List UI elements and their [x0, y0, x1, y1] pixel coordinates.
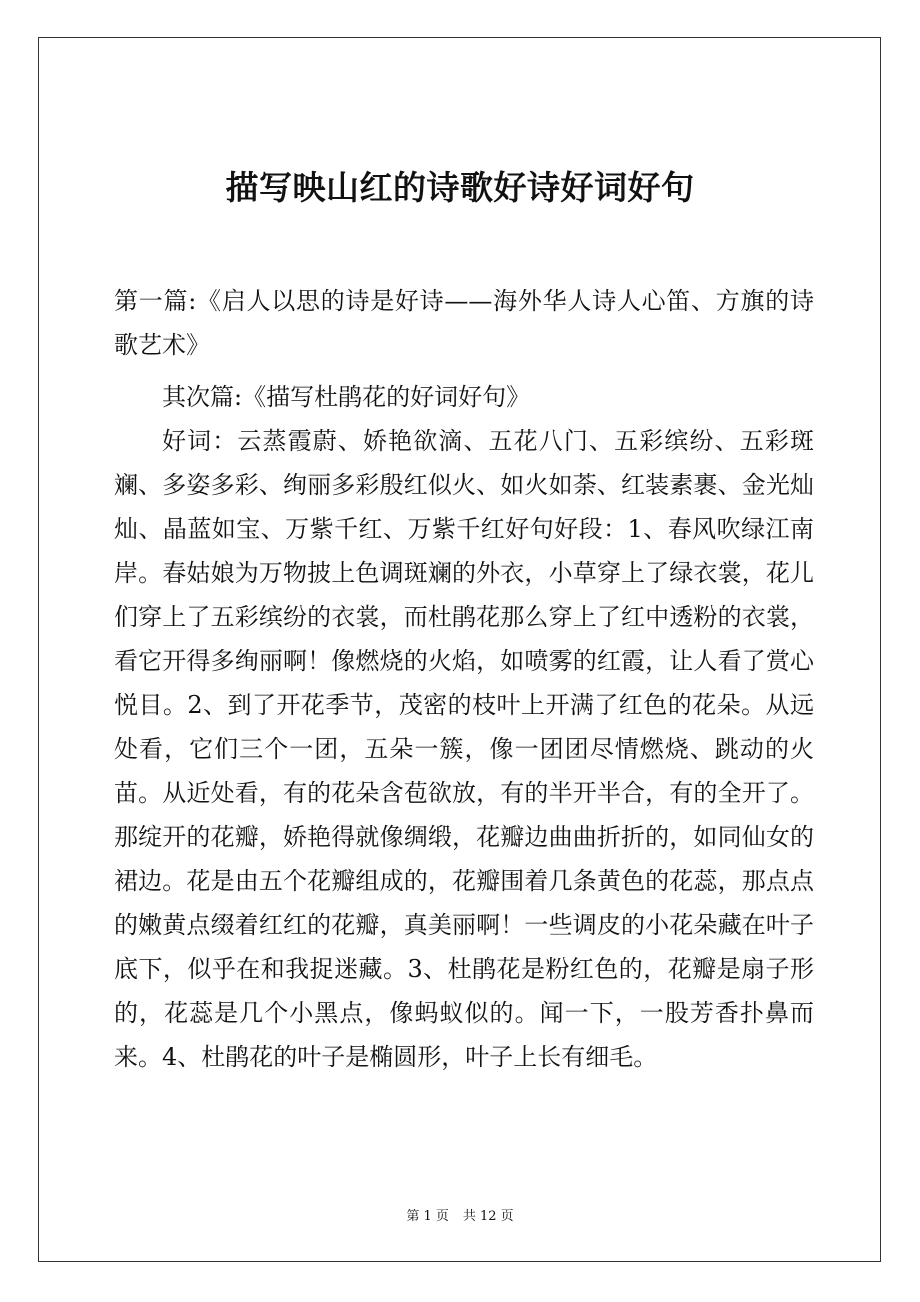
paragraph-second-article: 其次篇:《描写杜鹃花的好词好句》: [162, 383, 531, 411]
paragraph-good-words: 好词：云蒸霞蔚、娇艳欲滴、五花八门、五彩缤纷、五彩斑斓、多姿多彩、绚丽多彩殷红似火、如火如荼、红装素裹、金光灿灿、晶蓝如宝、万紫千红、万紫千红好句好段：1、春风吹绿江南岸。春姑娘为万物披上色调斑斓的外衣，小草穿上了绿衣裳，花儿们穿上了五彩缤纷的衣裳，而杜鹃花那么穿上了红中透粉的衣裳，看它开得多绚丽啊！像燃烧的火焰，如喷雾的红霞，让人看了赏心悦目。2、到了开花季节，茂密的枝叶上开满了红色的花朵。从远处看，它们三个一团，五朵一簇，像一团团尽情燃烧、跳动的火苗。从近处看，有的花朵含苞欲放，有的半开半合，有的全开了。那绽开的花瓣，娇艳得就像绸缎，花瓣边曲曲折折的，如同仙女的裙边。花是由五个花瓣组成的，花瓣围着几条黄色的花蕊，那点点的嫩黄点缀着红红的花瓣，真美丽啊！一些调皮的小花朵藏在叶子底下，似乎在和我捉迷藏。3、杜鹃花是粉红色的，花瓣是扇子形的，花蕊是几个小黑点，像蚂蚁似的。闻一下，一股芳香扑鼻而来。4、杜鹃花的叶子是椭圆形，叶子上长有细毛。: [114, 427, 814, 1071]
page-number: 第 1 页: [406, 1209, 449, 1224]
total-pages: 共 12 页: [462, 1209, 514, 1224]
document-body: [114, 279, 814, 1079]
document-title: 描写映山红的诗歌好诗好词好句: [225, 168, 695, 208]
page-footer: [0, 1208, 920, 1226]
paragraph-first-article: 第一篇:《启人以思的诗是好诗——海外华人诗人心笛、方旗的诗歌艺术》: [114, 287, 814, 359]
